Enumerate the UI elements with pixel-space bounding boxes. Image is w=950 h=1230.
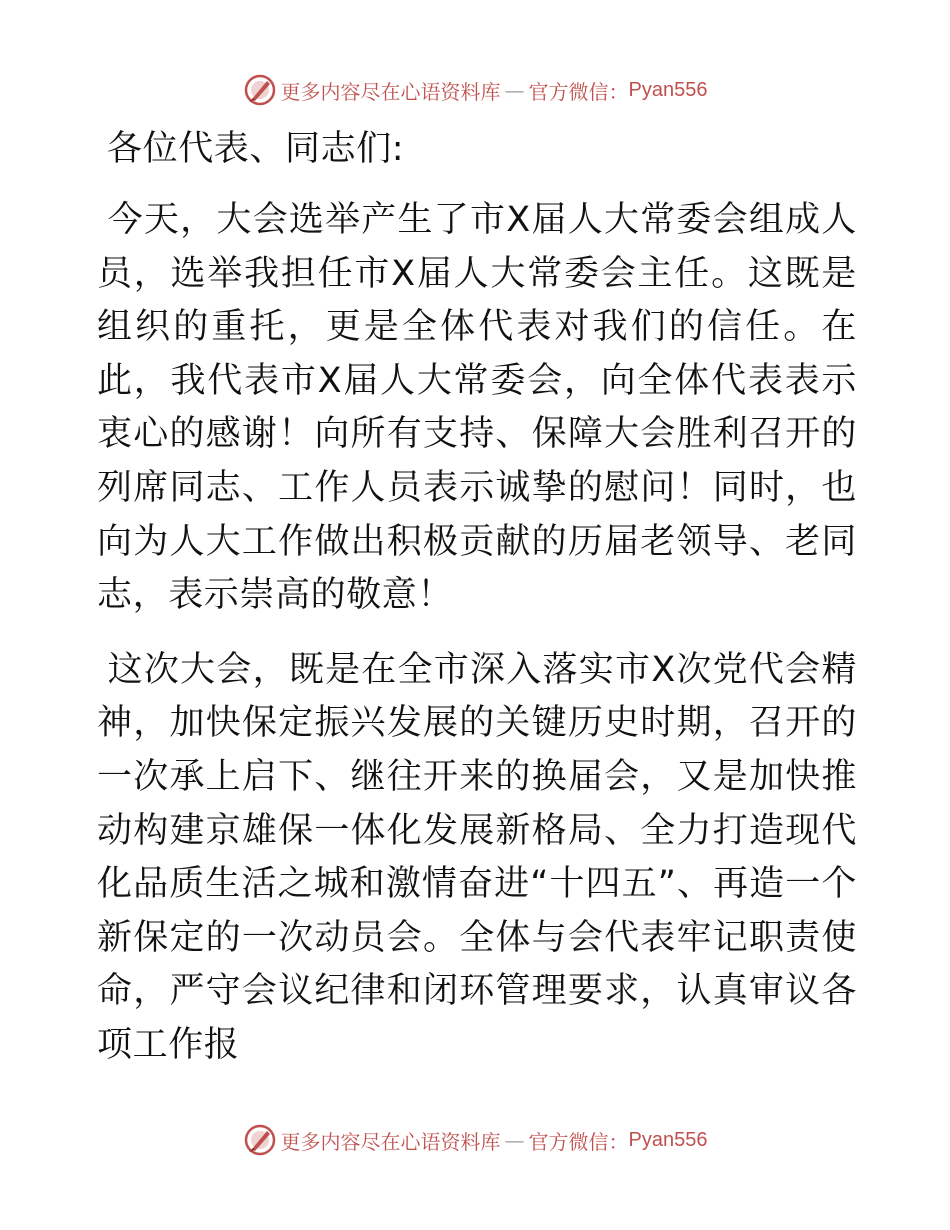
watermark-header [0, 70, 950, 110]
paragraph [97, 644, 857, 1073]
quill-seal-icon [243, 1123, 277, 1157]
watermark-wechat-id: Pyan556 [628, 1128, 708, 1151]
watermark-wechat-id: Pyan556 [628, 78, 708, 101]
paragraph [97, 194, 857, 623]
paragraph-text: 今天，大会选举产生了市X届人大常委会组成人员，选举我担任市X届人大常委会主任。这既是组织的重托，更是全体代表对我们的信任。在此，我代表市X届人大常委会，向全体代表表示衷心的感谢！向所有支持、保障大会胜利召开的列席同志、工作人员表示诚挚的慰问！同时，也向为人大工作做出积极贡献的历届老领导、老同志，表示崇高的敬意！ [97, 200, 857, 616]
watermark-label: 官方微信： [528, 1129, 629, 1154]
watermark-text: 更多内容尽在心语资料库 [280, 79, 501, 104]
salutation: 各位代表、同志们: [107, 129, 405, 169]
watermark-separator: — [504, 78, 525, 102]
watermark-text: 更多内容尽在心语资料库 [280, 1129, 501, 1154]
watermark-separator: — [504, 1128, 525, 1152]
document-body [97, 125, 857, 1073]
paragraph-text: 这次大会，既是在全市深入落实市X次党代会精神，加快保定振兴发展的关键历史时期，召开的一次承上启下、继往开来的换届会，又是加快推动构建京雄保一体化发展新格局、全力打造现代化品质生活之城和激情奋进“十四五”、再造一个新保定的一次动员会。全体与会代表牢记职责使命，严守会议纪律和闭环管理要求，认真审议各项工作报 [97, 649, 857, 1065]
watermark-footer [0, 1120, 950, 1160]
watermark-label: 官方微信： [528, 79, 629, 104]
quill-seal-icon [243, 73, 277, 107]
